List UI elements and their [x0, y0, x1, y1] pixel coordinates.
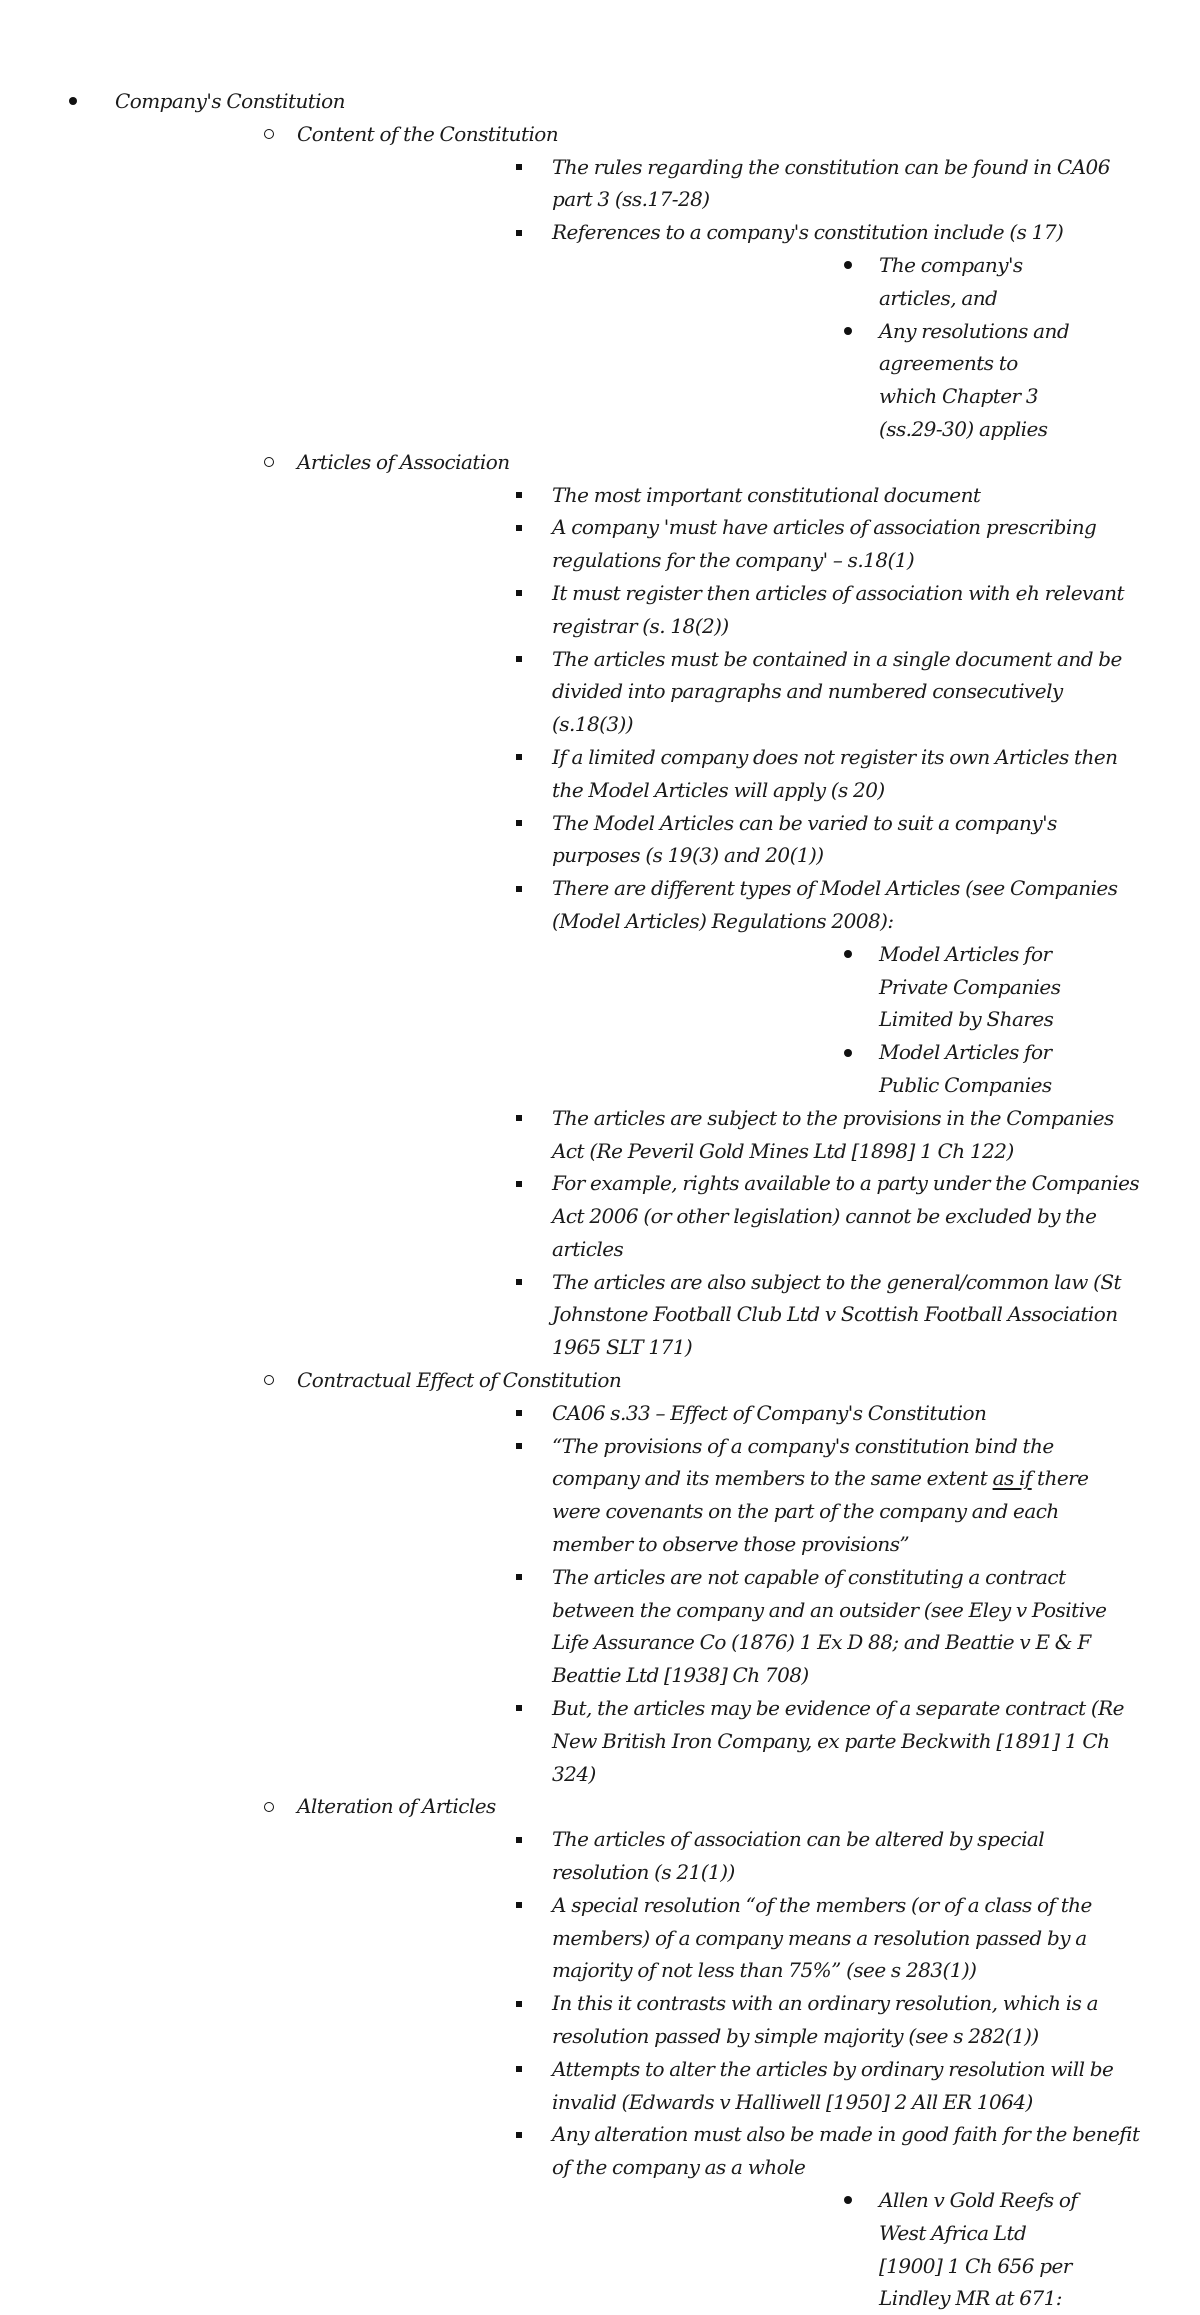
subpoint-text: The company's articles, and — [879, 252, 1023, 310]
subpoint-list — [552, 938, 1140, 1102]
point-item — [297, 1102, 1200, 1168]
bullet-circle-icon — [262, 1364, 276, 1397]
bullet-square-icon — [514, 1397, 524, 1430]
section-heading: Alteration of Articles — [297, 1794, 496, 1819]
topic-title: Company's Constitution — [115, 89, 345, 113]
bullet-square-icon — [514, 577, 524, 610]
point-item — [297, 2118, 1200, 2315]
bullet-dot-icon — [842, 315, 854, 348]
point-text: Any alteration must also be made in good faith for the benefit of the company as a whole — [552, 2122, 1140, 2180]
point-item — [297, 807, 1200, 873]
bullet-dot-icon — [842, 938, 854, 971]
subpoint-item — [552, 249, 1140, 315]
point-item — [297, 1266, 1200, 1364]
bullet-circle-icon — [262, 1790, 276, 1823]
bullet-square-icon — [514, 807, 524, 840]
point-item — [297, 479, 1200, 512]
subpoint-item — [552, 938, 1140, 1036]
point-item — [297, 1987, 1200, 2053]
section-item — [115, 1364, 1200, 1790]
section-item — [115, 1790, 1200, 2315]
point-list — [297, 1823, 1200, 2315]
bullet-square-icon — [514, 1102, 524, 1135]
subpoint-item — [552, 2184, 1140, 2315]
bullet-square-icon — [514, 1430, 524, 1463]
point-text: The articles are not capable of constituting a contract between the company and an outsider (see Eley v Positive Life Assurance Co (1876) 1 Ex D 88; and Beattie v E & F Beattie Ltd [1938] Ch 708) — [552, 1564, 1107, 1688]
bullet-circle-icon — [262, 446, 276, 479]
point-list — [297, 151, 1200, 446]
point-text-quote — [552, 1430, 1140, 1561]
point-text: CA06 s.33 – Effect of Company's Constitution — [552, 1400, 987, 1425]
point-text: If a limited company does not register its own Articles then the Model Articles will apply (s 20) — [552, 744, 1118, 802]
bullet-dot-icon — [67, 85, 79, 118]
point-text: A company 'must have articles of association prescribing regulations for the company' – s.18(1) — [552, 515, 1097, 573]
bullet-square-icon — [514, 2053, 524, 2086]
section-heading: Articles of Association — [297, 449, 510, 474]
point-text: There are different types of Model Articles (see Companies (Model Articles) Regulations 2008): — [552, 876, 1118, 933]
bullet-square-icon — [514, 872, 524, 905]
point-list — [297, 479, 1200, 1365]
section-heading: Contractual Effect of Constitution — [297, 1368, 622, 1393]
subpoint-list — [552, 2184, 1140, 2315]
quote-text-underlined: as if — [992, 1466, 1032, 1491]
bullet-dot-icon — [842, 1036, 854, 1069]
bullet-square-icon — [514, 216, 524, 249]
point-text: For example, rights available to a party under the Companies Act 2006 (or other legislation) cannot be excluded by the articles — [552, 1171, 1140, 1261]
outline-root — [0, 85, 1200, 2315]
bullet-square-icon — [514, 1823, 524, 1856]
point-text: The articles of association can be altered by special resolution (s 21(1)) — [552, 1827, 1045, 1885]
bullet-square-icon — [514, 1167, 524, 1200]
point-item — [297, 151, 1200, 217]
point-text: The rules regarding the constitution can be found in CA06 part 3 (ss.17-28) — [552, 154, 1110, 212]
point-item — [297, 643, 1200, 741]
point-text: The most important constitutional document — [552, 482, 981, 507]
point-item — [297, 1397, 1200, 1430]
quote-text-after: there were covenants on the part of the company and each member to observe those provisions” — [552, 1466, 1089, 1557]
subpoint-list — [552, 249, 1140, 446]
point-item — [297, 577, 1200, 643]
section-item — [115, 118, 1200, 446]
section-list — [115, 118, 1200, 2315]
point-item — [297, 741, 1200, 807]
bullet-square-icon — [514, 643, 524, 676]
subpoint-text: Model Articles for Private Companies Limited by Shares — [879, 941, 1061, 1032]
point-text: The articles are also subject to the general/common law (St Johnstone Football Club Ltd v Scottish Football Association 1965 SLT 171) — [552, 1269, 1121, 1360]
point-item — [297, 872, 1200, 1102]
subpoint-item — [552, 315, 1140, 446]
subpoint-text: Model Articles for Public Companies — [879, 1040, 1052, 1097]
point-item — [297, 1561, 1200, 1692]
point-item — [297, 1692, 1200, 1790]
bullet-square-icon — [514, 1266, 524, 1299]
outline-topic — [0, 85, 1200, 2315]
bullet-square-icon — [514, 1561, 524, 1594]
bullet-square-icon — [514, 1987, 524, 2020]
section-item — [115, 446, 1200, 1364]
point-text: It must register then articles of association with eh relevant registrar (s. 18(2)) — [552, 580, 1124, 638]
bullet-square-icon — [514, 741, 524, 774]
quote-text-before: “The provisions of a company's constitution bind the company and its members to the same extent — [552, 1433, 1054, 1491]
point-item — [297, 1889, 1200, 1987]
bullet-dot-icon — [842, 2184, 854, 2217]
point-text: The Model Articles can be varied to suit a company's purposes (s 19(3) and 20(1)) — [552, 810, 1057, 868]
point-list — [297, 1397, 1200, 1791]
point-text: The articles must be contained in a single document and be divided into paragraphs and numbered consecutively (s.18(3)) — [552, 646, 1122, 737]
point-text: In this it contrasts with an ordinary resolution, which is a resolution passed by simple majority (see s 282(1)) — [552, 1991, 1099, 2049]
bullet-circle-icon — [262, 118, 276, 151]
subpoint-text: Allen v Gold Reefs of West Africa Ltd [1900] 1 Ch 656 per Lindley MR at 671: — [879, 2188, 1078, 2311]
point-item — [297, 216, 1200, 446]
section-heading: Content of the Constitution — [297, 121, 559, 146]
bullet-square-icon — [514, 151, 524, 184]
point-item — [297, 511, 1200, 577]
point-text: The articles are subject to the provisions in the Companies Act (Re Peveril Gold Mines Ltd [1898] 1 Ch 122) — [552, 1105, 1114, 1163]
point-text: A special resolution “of the members (or of a class of the members) of a company means a resolution passed by a majority of not less than 75%” (see s 283(1)) — [552, 1892, 1092, 1983]
point-item — [297, 1167, 1200, 1265]
bullet-square-icon — [514, 1889, 524, 1922]
bullet-square-icon — [514, 511, 524, 544]
point-item — [297, 1430, 1200, 1561]
bullet-square-icon — [514, 479, 524, 512]
point-item — [297, 1823, 1200, 1889]
point-text: References to a company's constitution include (s 17) — [552, 220, 1064, 245]
bullet-square-icon — [514, 2118, 524, 2151]
subpoint-text: Any resolutions and agreements to which Chapter 3 (ss.29-30) applies — [879, 318, 1070, 441]
point-item — [297, 2053, 1200, 2119]
subpoint-item — [552, 1036, 1140, 1102]
point-text: But, the articles may be evidence of a separate contract (Re New British Iron Company, ex parte Beckwith [1891] 1 Ch 324) — [552, 1696, 1124, 1786]
point-text: Attempts to alter the articles by ordinary resolution will be invalid (Edwards v Halliwell [1950] 2 All ER 1064) — [552, 2056, 1114, 2114]
bullet-square-icon — [514, 1692, 524, 1725]
bullet-dot-icon — [842, 249, 854, 282]
